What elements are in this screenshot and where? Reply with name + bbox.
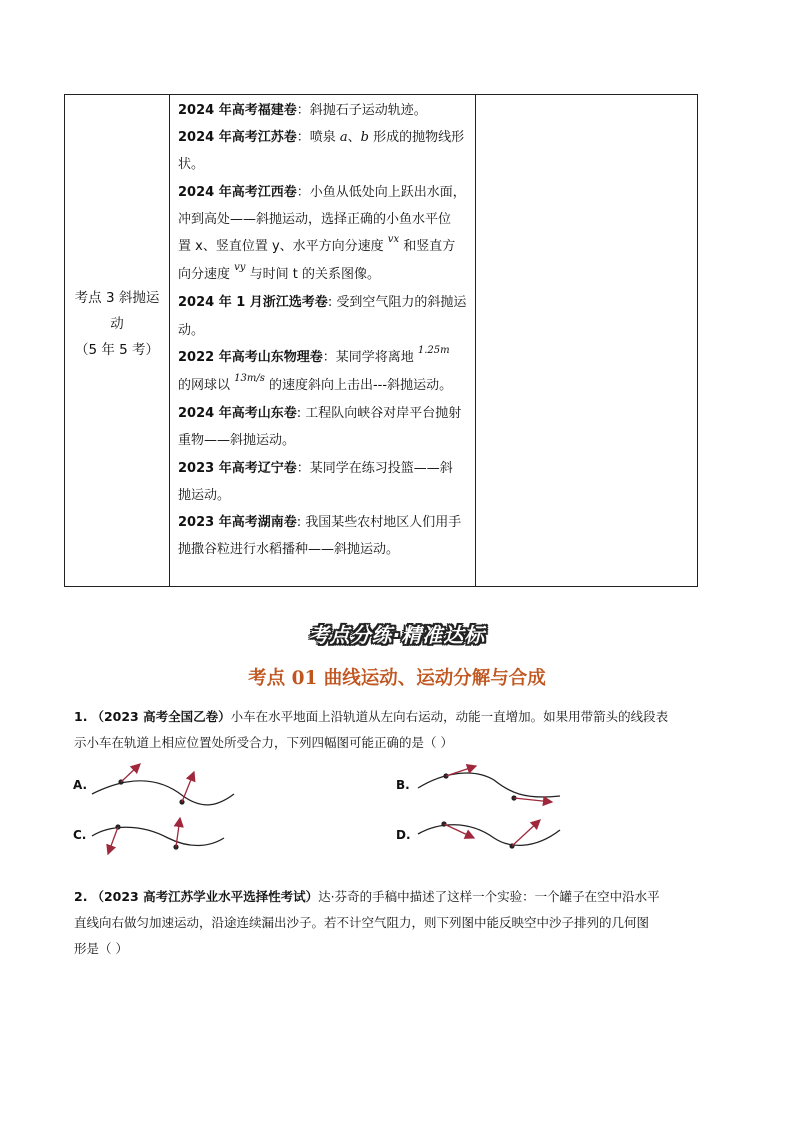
question-line: 示小车在轨道上相应位置处所受合力，下列四幅图可能正确的是（ ） (74, 735, 453, 750)
question-line: 直线向右做匀加速运动，沿途连续漏出沙子。若不计空气阻力，则下列图中能反映空中沙子排列的几何图 (74, 915, 650, 930)
track-curve (418, 773, 560, 797)
entry-line: 2024 年高考江苏卷：喷泉 a、b 形成的抛物线形 (178, 130, 465, 146)
entry-line: 2024 年高考江西卷：小鱼从低处向上跃出水面， (178, 184, 466, 200)
track-curve (418, 825, 560, 846)
option-c-label[interactable]: C. (73, 828, 87, 842)
entry-line: 2023 年高考湖南卷: 我国某些农村地区人们用手 (178, 515, 462, 531)
force-arrow (182, 772, 194, 802)
track-curve (92, 781, 234, 805)
question-line: 1. （2023 高考全国乙卷）小车在水平地面上沿轨道从左向右运动，动能一直增加。如果用带箭头的线段表 (74, 709, 669, 724)
entry-line: 冲到高处——斜抛运动，选择正确的小鱼水平位 (178, 211, 452, 227)
entry-line: 的网球以 $^{13m/s}$ 的速度斜向上击出---斜抛运动。 (178, 373, 453, 394)
option-b-label[interactable]: B. (396, 778, 410, 792)
option-d-label[interactable]: D. (396, 828, 411, 842)
entry-line: 向分速度 $^{vy}$ 与时间 t 的关系图像。 (178, 262, 380, 283)
section-banner: 考点分练·精准达标 (308, 623, 486, 647)
question-1 (74, 704, 734, 756)
entry-line: 抛运动。 (178, 487, 231, 503)
topic-count: （5 年 5 考） (74, 342, 160, 358)
entry-line: 状。 (178, 157, 205, 173)
option-b-figure[interactable] (414, 758, 564, 808)
entry-line: 抛撒谷粒进行水稻播种——斜抛运动。 (178, 542, 400, 558)
entry-line: 2024 年高考山东卷: 工程队向峡谷对岸平台抛射 (178, 406, 462, 422)
topic-line: 动 (110, 316, 124, 332)
option-a-figure[interactable] (88, 758, 238, 808)
entry-line: 2023 年高考辽宁卷：某同学在练习投篮——斜 (178, 460, 453, 476)
entry-line: 2022 年高考山东物理卷：某同学将离地 $^{1.25m}$ (178, 344, 450, 365)
force-arrow (514, 798, 552, 802)
exam-entries (178, 97, 478, 563)
section-title: 考点 01 曲线运动、运动分解与合成 (248, 668, 546, 689)
entry-line: 置 x、竖直位置 y、水平方向分速度 $^{vx}$ 和竖直方 (178, 234, 456, 255)
table-divider (169, 95, 170, 586)
topic-cell (65, 285, 169, 363)
entry-line: 2024 年高考福建卷：斜抛石子运动轨迹。 (178, 103, 427, 118)
entry-line: 重物——斜抛运动。 (178, 433, 296, 449)
question-line: 2. （2023 高考江苏学业水平选择性考试）达·芬奇的手稿中描述了这样一个实验：一个罐子在空中沿水平 (74, 889, 660, 904)
topic-line: 考点 3 斜抛运 (74, 290, 160, 306)
force-arrow (446, 766, 476, 776)
exam-topic-table (64, 94, 698, 587)
question-2 (74, 884, 734, 962)
option-d-figure[interactable] (414, 812, 564, 862)
entry-line: 2024 年 1 月浙江选考卷: 受到空气阻力的斜抛运 (178, 295, 467, 311)
question-line: 形是（ ） (74, 941, 128, 956)
force-arrow (108, 827, 118, 854)
entry-line: 动。 (178, 322, 205, 338)
force-arrow (121, 764, 140, 782)
option-a-label[interactable]: A. (73, 778, 88, 792)
option-c-figure[interactable] (88, 812, 238, 862)
force-arrow (512, 820, 540, 846)
